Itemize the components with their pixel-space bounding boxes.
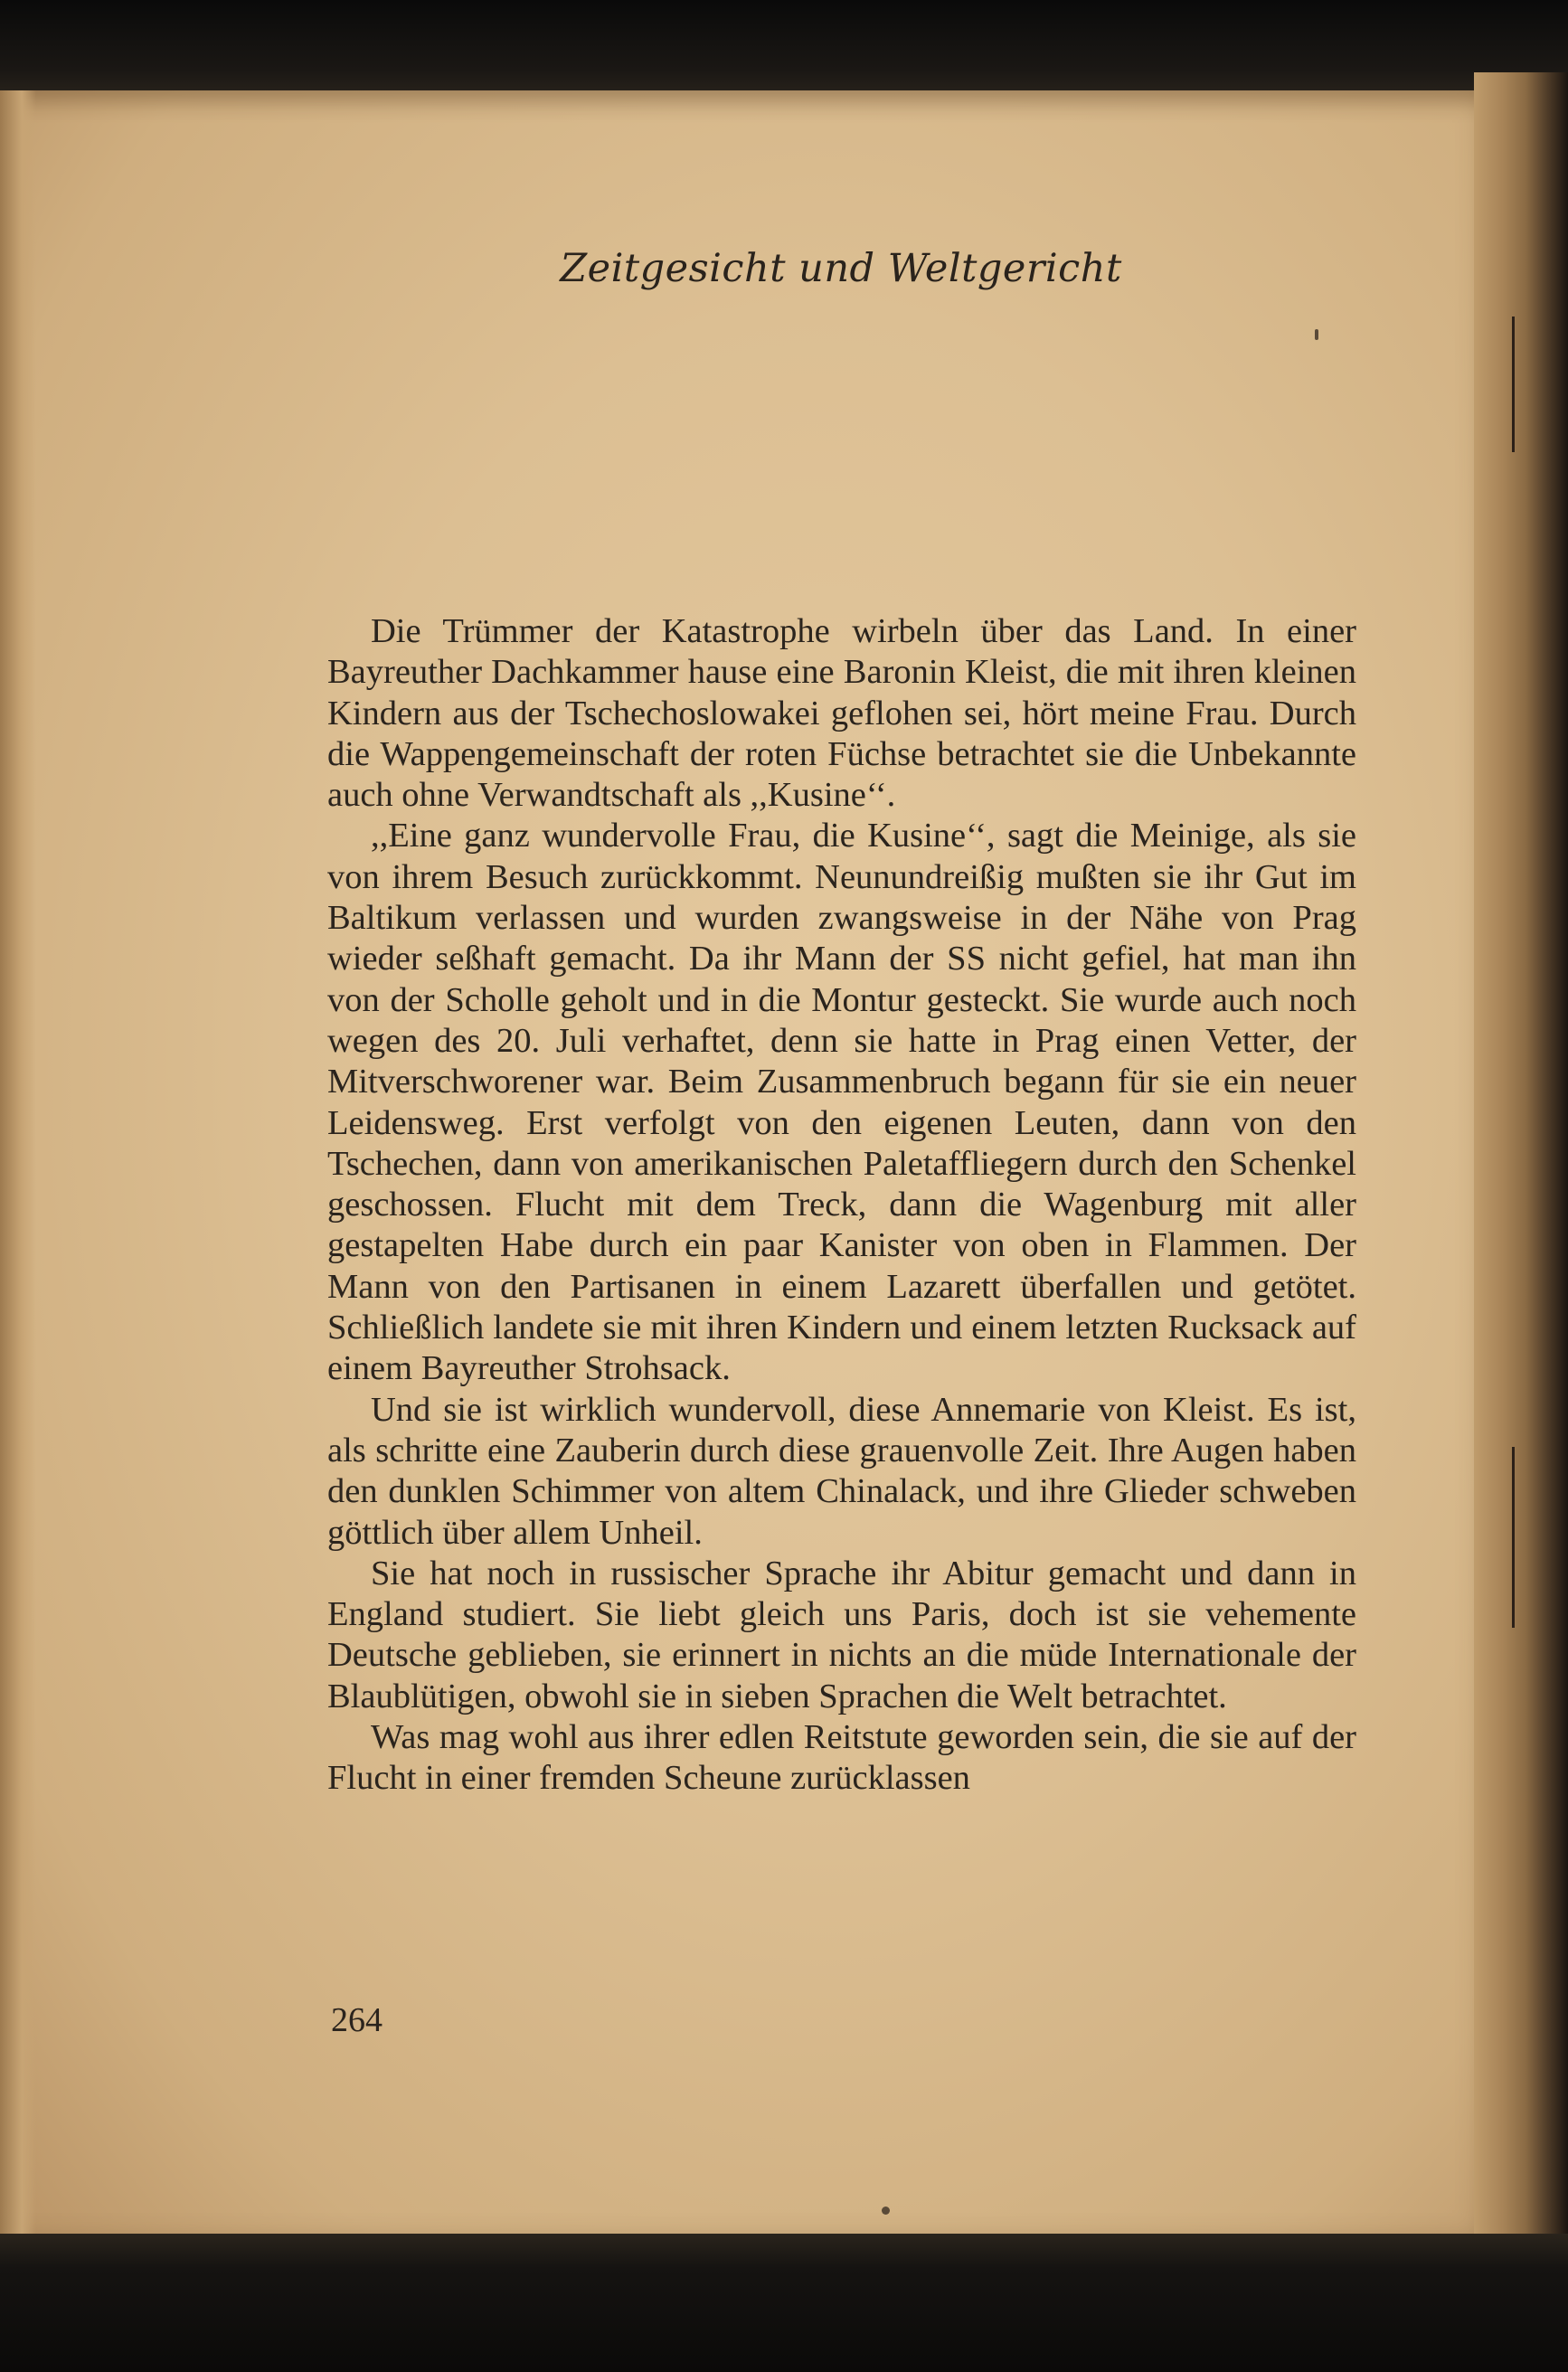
book-gutter xyxy=(1474,72,1568,2261)
background-bottom xyxy=(0,2234,1568,2372)
gutter-crease xyxy=(1512,317,1515,452)
page-edge xyxy=(0,90,36,2243)
paragraph: Die Trümmer der Katastrophe wirbeln über das Land. In einer Bayreuther Dachkammer hause eine Baronin Kleist, die mit ihren kleinen Kindern aus der Tschechoslowakei geflohen sei, hört meine Frau. Durch die Wappengemeinschaft der roten Füchse betrachtet sie die Unbekannte auch ohne Verwandtschaft als ,,Kusine‘‘. xyxy=(327,612,1356,815)
gutter-crease xyxy=(1512,1447,1515,1628)
paragraph: Was mag wohl aus ihrer edlen Reitstute geworden sein, die sie auf der Flucht in einer fremden Scheune zurücklassen xyxy=(327,1718,1356,1798)
paragraph: Sie hat noch in russischer Sprache ihr Abitur gemacht und dann in England studiert. Sie liebt gleich uns Paris, doch ist sie vehemente Deutsche geblieben, sie erinnert in nichts an die müde Internationale der Blaublütigen, obwohl sie in sieben Sprachen die Welt betrachtet. xyxy=(327,1554,1356,1715)
paper-speck xyxy=(882,2207,890,2215)
background-top xyxy=(0,0,1568,99)
page-number: 264 xyxy=(331,2001,383,2039)
running-head: Zeitgesicht und Weltgericht xyxy=(560,246,1122,291)
body-text xyxy=(327,611,1356,1800)
paragraph: ,,Eine ganz wundervolle Frau, die Kusine‘‘, sagt die Meinige, als sie von ihrem Besuch zurückkommt. Neunundreißig mußten sie ihr Gut im Baltikum verlassen und wurden zwangsweise in der Nähe von Prag wieder seßhaft gemacht. Da ihr Mann der SS nicht gefiel, hat man ihn von der Scholle geholt und in die Montur gesteckt. Sie wurde auch noch wegen des 20. Juli verhaftet, denn sie hatte in Prag einen Vetter, der Mitverschworener war. Beim Zusammenbruch begann für sie ein neuer Leidensweg. Erst verfolgt von den eigenen Leuten, dann von den Tschechen, dann von amerikanischen Paletaffliegern durch den Schenkel geschossen. Flucht mit dem Treck, dann die Wagenburg mit aller gestapelten Habe durch ein paar Kanister von oben in Flammen. Der Mann von den Partisanen in einem Lazarett überfallen und getötet. Schließlich landete sie mit ihren Kindern und einem letzten Rucksack auf einem Bayreuther Strohsack. xyxy=(327,817,1356,1388)
paper-speck xyxy=(1315,329,1318,340)
paragraph: Und sie ist wirklich wundervoll, diese Annemarie von Kleist. Es ist, als schritte eine Zauberin durch diese grauenvolle Zeit. Ihre Augen haben den dunklen Schimmer von altem Chinalack, und ihre Glieder schweben göttlich über allem Unheil. xyxy=(327,1390,1356,1552)
